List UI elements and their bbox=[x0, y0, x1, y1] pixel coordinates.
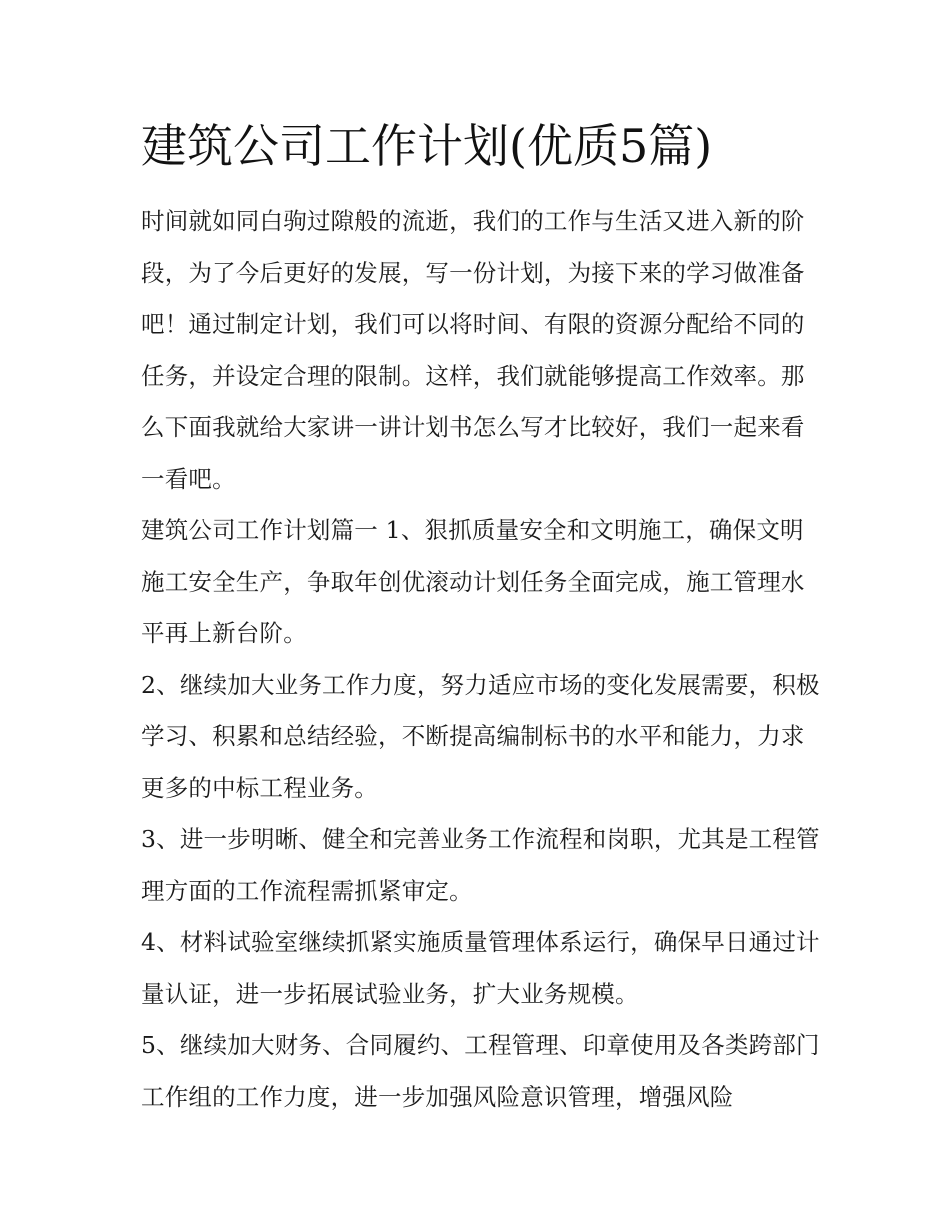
paragraph-item-3: 3、进一步明晰、健全和完善业务工作流程和岗职，尤其是工程管理方面的工作流程需抓紧审定。 bbox=[141, 825, 820, 905]
paragraph-item-4: 4、材料试验室继续抓紧实施质量管理体系运行，确保早日通过计量认证，进一步拓展试验业务，扩大业务规模。 bbox=[141, 928, 820, 1008]
paragraph-plan-1: 建筑公司工作计划篇一 1、狠抓质量安全和文明施工，确保文明施工安全生产，争取年创优滚动计划任务全面完成，施工管理水平再上新台阶。 bbox=[141, 516, 805, 647]
paragraph-intro: 时间就如同白驹过隙般的流逝，我们的工作与生活又进入新的阶段，为了今后更好的发展，写一份计划，为接下来的学习做准备吧！通过制定计划，我们可以将时间、有限的资源分配给不同的任务，并设定合理的限制。这样，我们就能够提高工作效率。那么下面我就给大家讲一讲计划书怎么写才比较好，我们一起来看一看吧。 bbox=[141, 207, 805, 493]
paragraph-item-2: 2、继续加大业务工作力度，努力适应市场的变化发展需要，积极学习、积累和总结经验，不断提高编制标书的水平和能力，力求更多的中标工程业务。 bbox=[141, 670, 820, 802]
document-body bbox=[141, 196, 821, 1123]
paragraph-item-5: 5、继续加大财务、合同履约、工程管理、印章使用及各类跨部门工作组的工作力度，进一步加强风险意识管理，增强风险 bbox=[141, 1031, 820, 1111]
document-title: 建筑公司工作计划(优质5篇) bbox=[141, 119, 713, 173]
